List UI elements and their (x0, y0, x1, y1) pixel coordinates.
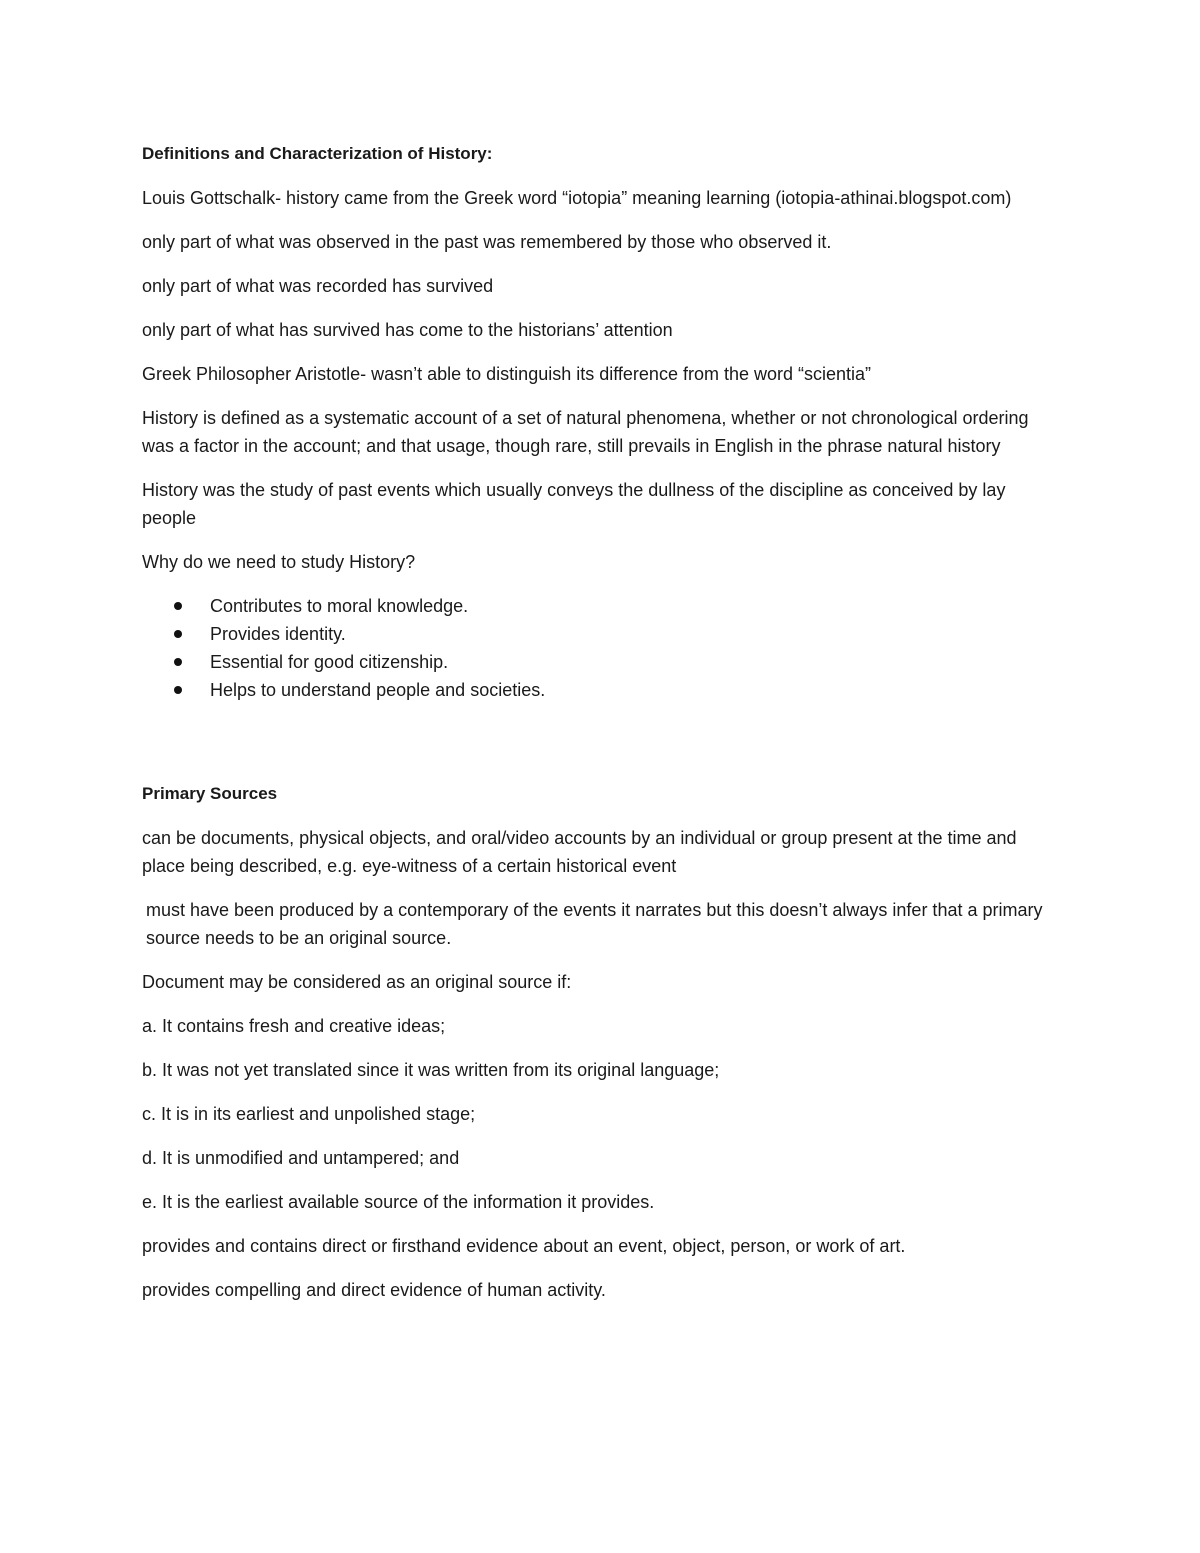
paragraph: only part of what has survived has come to the historians’ attention (142, 320, 673, 340)
list-item-text: Provides identity. (210, 624, 346, 644)
list-item-text: Contributes to moral knowledge. (210, 596, 469, 616)
paragraph-list-b: b. It was not yet translated since it was written from its original language; (142, 1060, 720, 1080)
paragraph-list-a: a. It contains fresh and creative ideas; (142, 1016, 446, 1036)
list-item-text: Essential for good citizenship. (210, 652, 449, 672)
paragraph-list-c: c. It is in its earliest and unpolished stage; (142, 1104, 476, 1124)
paragraph: only part of what was observed in the past was remembered by those who observed it. (142, 232, 832, 252)
paragraph: provides and contains direct or firsthand evidence about an event, object, person, or work of art. (142, 1236, 906, 1256)
bullet-icon (174, 658, 182, 666)
paragraph: Document may be considered as an original source if: (142, 972, 572, 992)
list-item (142, 648, 1062, 676)
section-spacer (142, 720, 1062, 780)
paragraph-list-e: e. It is the earliest available source of the information it provides. (142, 1192, 655, 1212)
bullet-icon (174, 602, 182, 610)
section-heading-definitions: Definitions and Characterization of History: (142, 144, 493, 163)
list-item (142, 676, 1062, 704)
document-body (142, 140, 1062, 1320)
paragraph: provides compelling and direct evidence of human activity. (142, 1280, 606, 1300)
bullet-list (142, 592, 1062, 704)
paragraph-question: Why do we need to study History? (142, 552, 416, 572)
paragraph: only part of what was recorded has survived (142, 276, 494, 296)
paragraph: History was the study of past events which usually conveys the dullness of the discipline as conceived by lay people (142, 480, 1006, 528)
paragraph-list-d: d. It is unmodified and untampered; and (142, 1148, 460, 1168)
bullet-icon (174, 630, 182, 638)
paragraph: History is defined as a systematic account of a set of natural phenomena, whether or not chronological ordering was a factor in the account; and that usage, though rare, still prevails in English in the phrase natural history (142, 408, 1029, 456)
list-item (142, 592, 1062, 620)
bullet-icon (174, 686, 182, 694)
paragraph: can be documents, physical objects, and oral/video accounts by an individual or group present at the time and place being described, e.g. eye-witness of a certain historical event (142, 828, 1017, 876)
paragraph: Greek Philosopher Aristotle- wasn’t able to distinguish its difference from the word “scientia” (142, 364, 872, 384)
section-heading-primary-sources: Primary Sources (142, 784, 278, 803)
paragraph: must have been produced by a contemporary of the events it narrates but this doesn’t always infer that a primary source needs to be an original source. (146, 900, 1043, 948)
list-item-text: Helps to understand people and societies. (210, 680, 546, 700)
paragraph: Louis Gottschalk- history came from the Greek word “iotopia” meaning learning (iotopia-athinai.blogspot.com) (142, 188, 1012, 208)
list-item (142, 620, 1062, 648)
